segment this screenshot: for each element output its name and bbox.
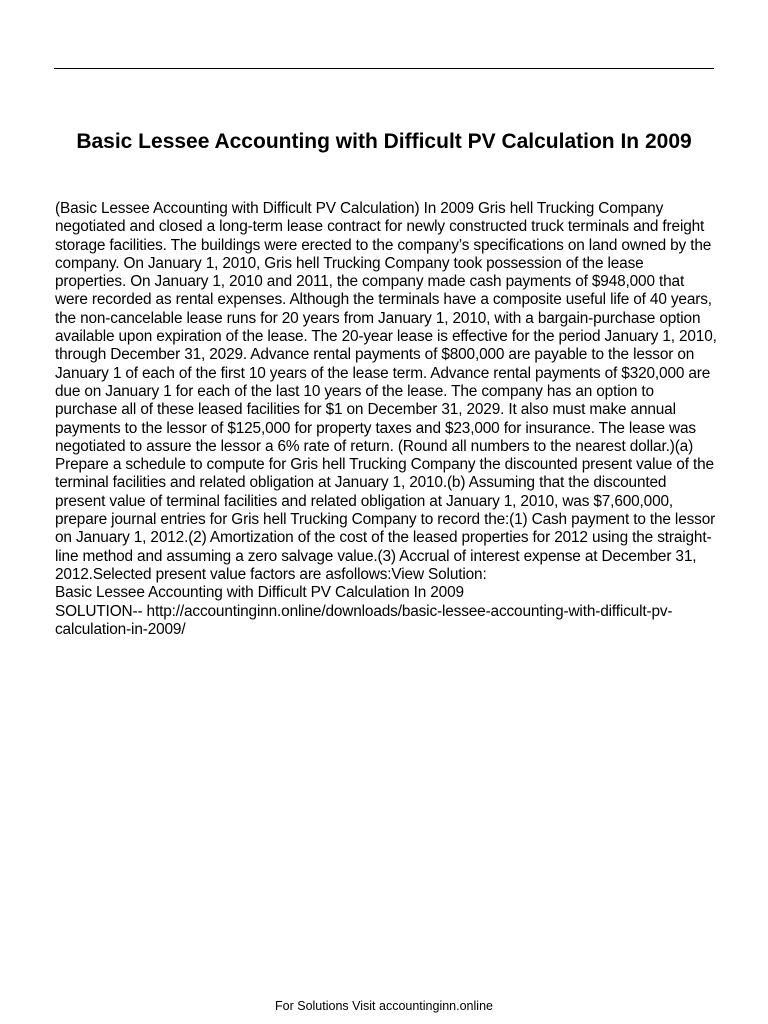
solution-title: Basic Lessee Accounting with Difficult PV Calculation In 2009 [55, 584, 464, 602]
document-body [55, 200, 717, 639]
header-rule [54, 68, 714, 69]
solution-link[interactable]: SOLUTION-- http://accountinginn.online/downloads/basic-lessee-accounting-with-difficult-pv-calculation-in-2009/ [55, 602, 673, 638]
document-title: Basic Lessee Accounting with Difficult PV Calculation In 2009 [76, 130, 692, 153]
footer-text: For Solutions Visit accountinginn.online [275, 999, 493, 1013]
body-paragraph: (Basic Lessee Accounting with Difficult PV Calculation) In 2009 Gris hell Trucking Company negotiated and closed a long-term lease contract for newly constructed truck terminals and freight storage facilities. The buildings were erected to the company’s specifications on land owned by the company. On January 1, 2010, Gris hell Trucking Company took possession of the lease properties. On January 1, 2010 and 2011, the company made cash payments of $948,000 that were recorded as rental expenses. Although the terminals have a composite useful life of 40 years, the non-cancelable lease runs for 20 years from January 1, 2010, with a bargain-purchase option available upon expiration of the lease. The 20-year lease is effective for the period January 1, 2010, through December 31, 2029. Advance rental payments of $800,000 are payable to the lessor on January 1 of each of the first 10 years of the lease term. Advance rental payments of $320,000 are due on January 1 for each of the last 10 years of the lease. The company has an option to purchase all of these leased facilities for $1 on December 31, 2029. It also must make annual payments to the lessor of $125,000 for property taxes and $23,000 for insurance. The lease was negotiated to assure the lessor a 6% rate of return. (Round all numbers to the nearest dollar.)(a) Prepare a schedule to compute for Gris hell Trucking Company the discounted present value of the terminal facilities and related obligation at January 1, 2010.(b) Assuming that the discounted present value of terminal facilities and related obligation at January 1, 2010, was $7,600,000, prepare journal entries for Gris hell Trucking Company to record the:(1) Cash payment to the lessor on January 1, 2012.(2) Amortization of the cost of the leased properties for 2012 using the straight-line method and assuming a zero salvage value.(3) Accrual of interest expense at December 31, 2012.Selected present value factors are asfollows:View Solution: [55, 200, 717, 583]
